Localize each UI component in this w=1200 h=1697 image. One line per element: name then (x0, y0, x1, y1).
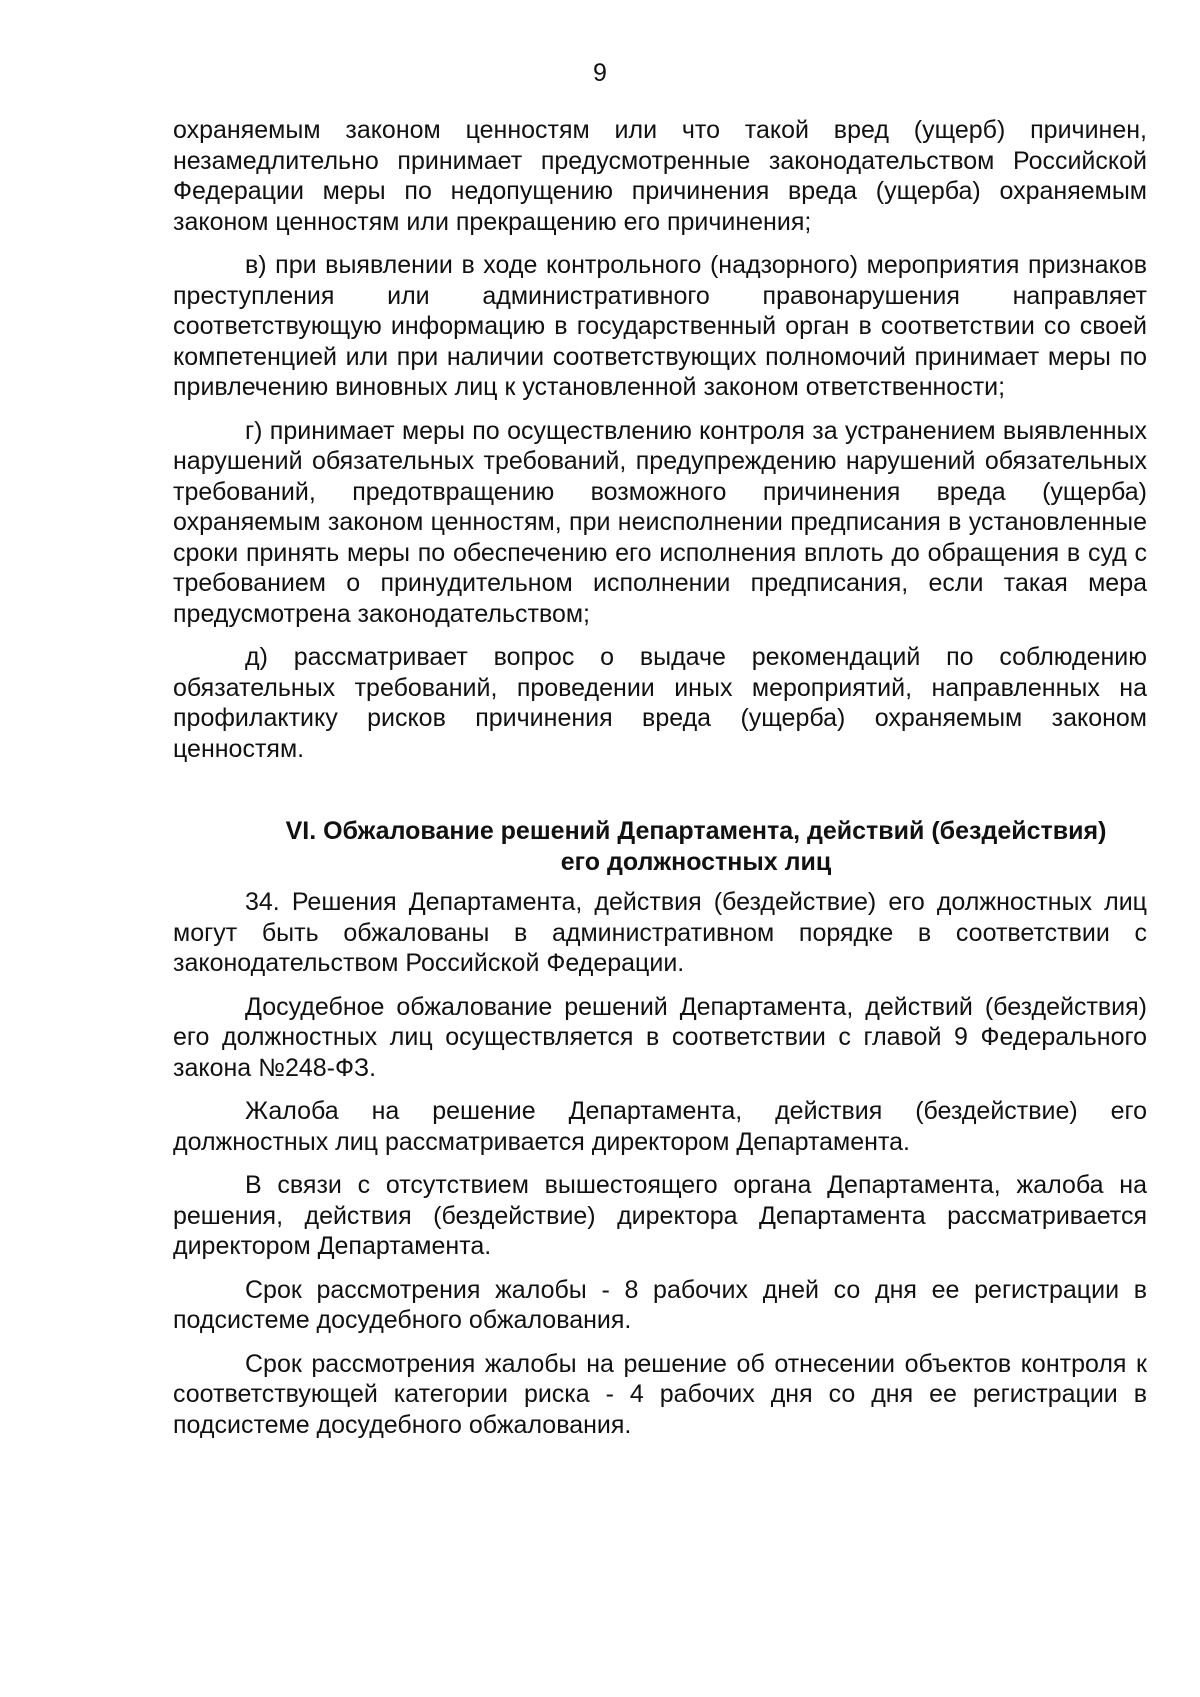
document-body (173, 115, 1147, 1453)
paragraph-item-v: в) при выявлении в ходе контрольного (надзорного) мероприятия признаков преступления или административного правонарушения направляет соответствующую информацию в государственный орган в соответствии со своей компетенцией или при наличии соответствующих полномочий принимает меры по привлечению виновных лиц к установленной законом ответственности; (173, 251, 1147, 401)
section-heading-line-1: VI. Обжалование решений Департамента, действий (бездействия) (285, 817, 1107, 845)
paragraph-item-g: г) принимает меры по осуществлению контроля за устранением выявленных нарушений обязательных требований, предупреждению нарушений обязательных требований, предотвращению возможного причинения вреда (ущерба) охраняемым законом ценностям, при неисполнении предписания в установленные сроки принять меры по обеспечению его исполнения вплоть до обращения в суд с требованием о принудительном исполнении предписания, если такая мера предусмотрена законодательством; (173, 416, 1147, 628)
paragraph-pretrial-appeal: Досудебное обжалование решений Департамента, действий (бездействия) его должностных лиц осуществляется в соответствии с главой 9 Федерального закона №248-ФЗ. (173, 992, 1147, 1082)
paragraph-continued: охраняемым законом ценностям или что такой вред (ущерб) причинен, незамедлительно принимает предусмотренные законодательством Российской Федерации меры по недопущению причинения вреда (ущерба) охраняемым законом ценностям или прекращению его причинения; (173, 116, 1147, 236)
paragraph-no-higher-authority: В связи с отсутствием вышестоящего органа Департамента, жалоба на решения, действия (бездействие) директора Департамента рассматривается директором Департамента. (173, 1171, 1147, 1260)
paragraph-risk-category-term: Срок рассмотрения жалобы на решение об отнесении объектов контроля к соответствующей категории риска - 4 рабочих дня со дня ее регистрации в подсистеме досудебного обжалования. (173, 1349, 1147, 1439)
section-heading-line-2: его должностных лиц (560, 847, 832, 876)
paragraph-review-term: Срок рассмотрения жалобы - 8 рабочих дней со дня ее регистрации в подсистеме досудебного обжалования. (173, 1275, 1147, 1334)
page-number: 9 (593, 59, 607, 87)
paragraph-item-d: д) рассматривает вопрос о выдаче рекомендаций по соблюдению обязательных требований, проведении иных мероприятий, направленных на профилактику рисков причинения вреда (ущерба) охраняемым законом ценностям. (173, 643, 1147, 763)
paragraph-34: 34. Решения Департамента, действия (бездействие) его должностных лиц могут быть обжалованы в административном порядке в соответствии с законодательством Российской Федерации. (173, 888, 1147, 977)
section-heading (173, 816, 1147, 877)
paragraph-complaint: Жалоба на решение Департамента, действия (бездействие) его должностных лиц рассматривается директором Департамента. (173, 1097, 1147, 1156)
